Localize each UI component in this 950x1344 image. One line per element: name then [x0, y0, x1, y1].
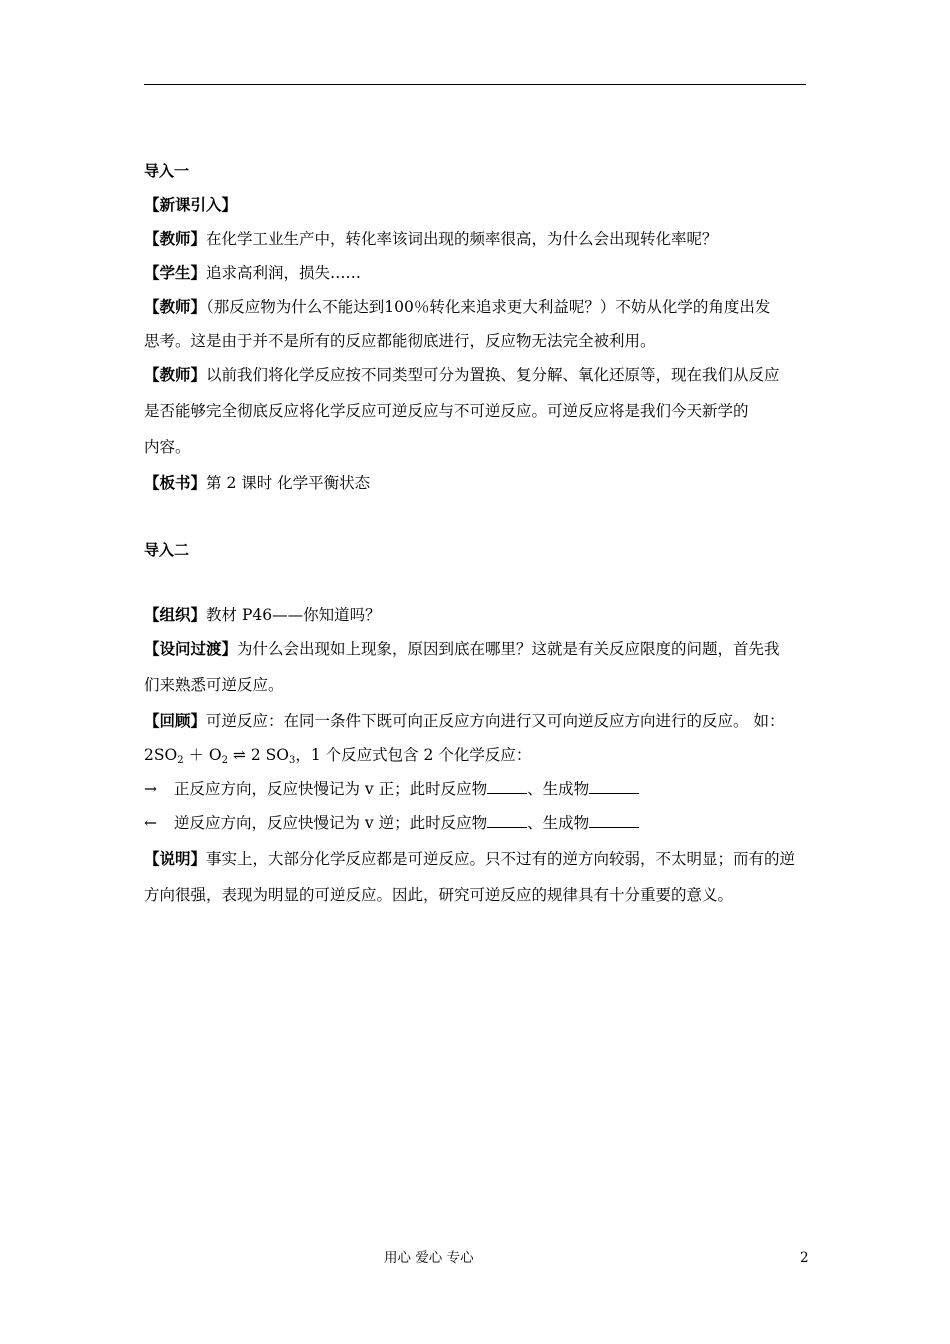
- teacher-paragraph-1: [144, 228, 718, 250]
- fill-blank: [487, 779, 527, 794]
- paragraph-text: （那反应物为什么不能达到100％转化来追求更大利益呢？）不妨从化学的角度出发: [206, 298, 771, 316]
- tag-label: 【教师】: [144, 229, 207, 248]
- fill-blank: [487, 813, 527, 828]
- paragraph-text: 事实上，大部分化学反应都是可逆反应。只不过有的逆方向较弱，不太明显；而有的逆: [206, 850, 796, 868]
- question-transition-line2: 们来熟悉可逆反应。: [144, 676, 284, 694]
- teacher-paragraph-3-line3: 内容。: [144, 438, 191, 456]
- paragraph-text: 教材 P46——你知道吗？: [206, 606, 381, 624]
- equation-part: ⇌ 2 SO: [228, 746, 289, 764]
- teacher-paragraph-2-line1: [144, 296, 770, 318]
- tag-label: 【教师】: [144, 297, 207, 316]
- teacher-paragraph-2-line2: 思考。这是由于并不是所有的反应都能彻底进行，反应物无法完全被利用。: [144, 332, 656, 350]
- equation-part: 2SO: [144, 746, 178, 764]
- paragraph-text: 、生成物: [527, 814, 590, 832]
- right-arrow-icon: →: [144, 780, 157, 798]
- review-line: [144, 710, 784, 732]
- paragraph-text: 为什么会出现如上现象，原因到底在哪里？这就是有关反应限度的问题，首先我: [237, 640, 780, 658]
- tag-label: 【说明】: [144, 849, 207, 868]
- tag-label: 【学生】: [144, 263, 207, 282]
- tag-label: 【板书】: [144, 473, 207, 492]
- tag-label: 【设问过渡】: [144, 639, 238, 658]
- tag-label: 【新课引入】: [144, 195, 238, 214]
- teacher-paragraph-3-line1: [144, 364, 780, 386]
- fill-blank: [589, 813, 639, 828]
- equation-part: ，1 个反应式包含 2 个化学反应：: [295, 746, 532, 764]
- section1-heading: 导入一: [144, 162, 190, 180]
- subscript: 2: [221, 755, 228, 766]
- tag-label: 【回顾】: [144, 711, 207, 730]
- forward-reaction-line: [144, 778, 639, 800]
- paragraph-text: 在化学工业生产中，转化率该词出现的频率很高，为什么会出现转化率呢？: [206, 230, 718, 248]
- teacher-paragraph-3-line2: 是否能够完全彻底反应将化学反应可逆反应与不可逆反应。可逆反应将是我们今天新学的: [144, 402, 749, 420]
- blackboard-line: [144, 472, 370, 494]
- paragraph-text: 逆反应方向，反应快慢记为 v 逆；此时反应物: [174, 814, 488, 832]
- tag-label: 【教师】: [144, 365, 207, 384]
- page-number: 2: [800, 1250, 809, 1266]
- paragraph-text: 、生成物: [527, 780, 590, 798]
- subscript: 2: [177, 755, 184, 766]
- paragraph-text: 追求高利润，损失……: [206, 264, 362, 282]
- section2-heading: 导入二: [144, 541, 190, 559]
- organize-line: [144, 604, 381, 626]
- paragraph-text: 正反应方向，反应快慢记为 v 正；此时反应物: [174, 780, 488, 798]
- fill-blank: [589, 779, 639, 794]
- header-rule: [144, 84, 806, 85]
- paragraph-text: 以前我们将化学反应按不同类型可分为置换、复分解、氧化还原等，现在我们从反应: [206, 366, 780, 384]
- equation-part: ＋ O: [183, 746, 222, 764]
- explanation-line1: [144, 848, 795, 870]
- question-transition-line1: [144, 638, 780, 660]
- explanation-line2: 方向很强，表现为明显的可逆反应。因此，研究可逆反应的规律具有十分重要的意义。: [144, 886, 734, 904]
- paragraph-text: 第 2 课时 化学平衡状态: [206, 474, 371, 492]
- equation-line: [144, 744, 531, 766]
- paragraph-text: 可逆反应：在同一条件下既可向正反应方向进行又可向逆反应方向进行的反应。 如：: [206, 712, 785, 730]
- reverse-reaction-line: [144, 812, 639, 834]
- subscript: 3: [288, 755, 296, 766]
- tag-label: 【组织】: [144, 605, 207, 624]
- footer-slogan: 用心 爱心 专心: [384, 1250, 474, 1266]
- new-lesson-tag: [144, 194, 237, 216]
- left-arrow-icon: ←: [144, 814, 157, 832]
- student-paragraph: [144, 262, 361, 284]
